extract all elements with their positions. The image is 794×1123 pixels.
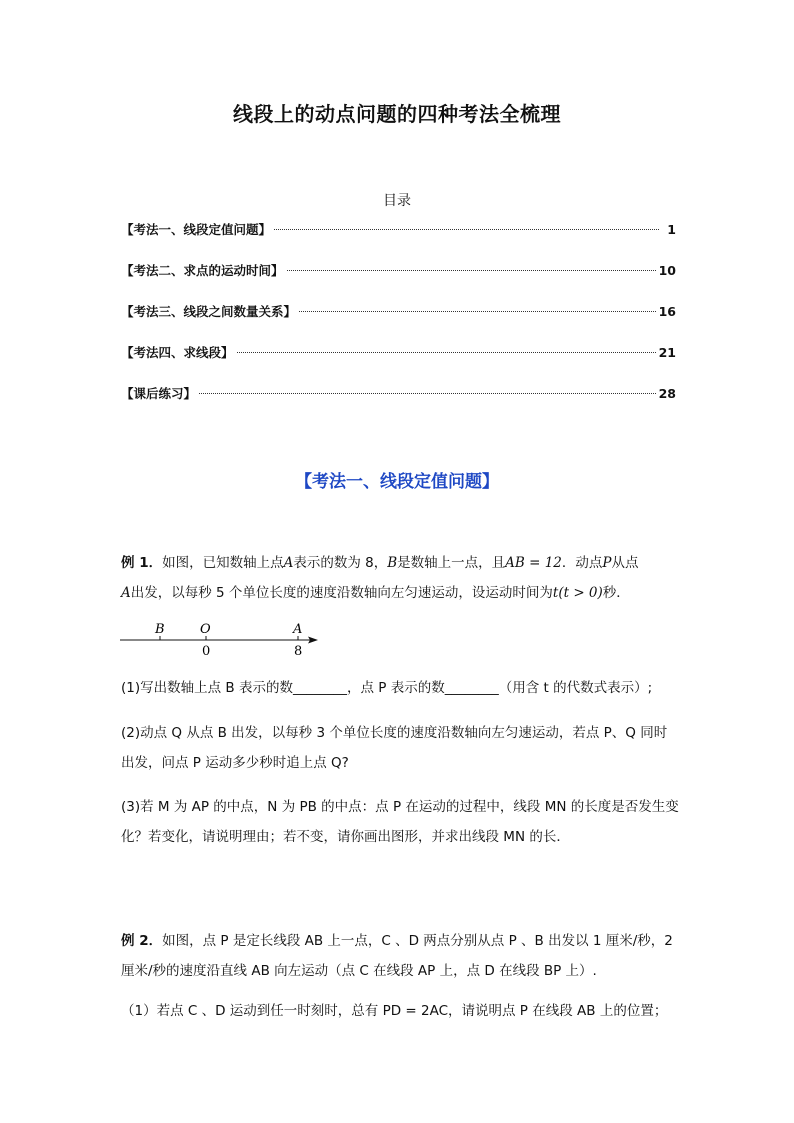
text-run: 出发，以每秒 5 个单位长度的速度沿数轴向左匀速运动，设运动时间为 [130, 585, 553, 601]
math-symbol: A [121, 585, 131, 601]
toc-dot-leader [287, 270, 656, 271]
toc-entry-label: 【考法二、求点的运动时间】 [121, 263, 284, 278]
toc-entry-method-1[interactable] [121, 220, 676, 261]
toc-page-number: 21 [658, 345, 676, 360]
example-1-statement [121, 548, 681, 608]
toc-entry-method-2[interactable] [121, 261, 676, 302]
example-label: 例 2． [121, 933, 163, 949]
point-label-O: O [200, 622, 211, 637]
toc-dot-leader [274, 229, 659, 230]
toc-entry-label: 【考法四、求线段】 [121, 345, 234, 360]
toc-page-number: 16 [658, 304, 676, 319]
toc-entry-method-4[interactable] [121, 343, 676, 384]
section-title: 【考法一、线段定值问题】 [295, 472, 499, 492]
toc-dot-leader [237, 352, 656, 353]
example-1-question-1: (1)写出数轴上点 B 表示的数________，点 P 表示的数________（用含 t 的代数式表示）; [121, 680, 653, 696]
toc-entry-label: 【考法一、线段定值问题】 [121, 222, 272, 237]
math-symbol: B [387, 555, 398, 571]
math-symbol: P [602, 555, 612, 571]
text-run: 从点 [611, 555, 639, 571]
example-2-question-1: （1）若点 C 、D 运动到任一时刻时，总有 PD = 2AC，请说明点 P 在线段 AB 上的位置； [121, 1003, 668, 1019]
point-label-A: A [293, 622, 303, 637]
document-title: 线段上的动点问题的四种考法全梳理 [233, 102, 561, 126]
text-run: 是数轴上一点，且 [397, 555, 506, 571]
math-expression: t(t > 0) [552, 585, 603, 601]
toc-page-number: 10 [658, 263, 676, 278]
toc-heading: 目录 [383, 193, 411, 209]
math-symbol: A [283, 555, 294, 571]
text-run: 表示的数为 8， [293, 555, 388, 571]
example-1-question-2 [121, 718, 681, 778]
tick-label-0: 0 [202, 644, 211, 659]
toc-entry-method-3[interactable] [121, 302, 676, 343]
example-label: 例 1． [121, 555, 163, 571]
table-of-contents [121, 220, 676, 425]
text-run: (2)动点 Q 从点 B 出发，以每秒 3 个单位长度的速度沿数轴向左匀速运动，若点 P、Q 同时 [121, 725, 668, 741]
point-label-B: B [155, 622, 165, 637]
toc-entry-exercises[interactable] [121, 384, 676, 425]
toc-entry-label: 【课后练习】 [121, 386, 197, 401]
tick-label-8: 8 [294, 644, 303, 659]
text-run: 如图，已知数轴上点 [162, 555, 284, 571]
toc-page-number: 28 [658, 386, 676, 401]
toc-page-number: 1 [667, 222, 676, 237]
text-run: 出发，问点 P 运动多少秒时追上点 Q? [121, 755, 349, 771]
math-expression: AB = 12 [505, 555, 562, 571]
text-run: (3)若 M 为 AP 的中点，N 为 PB 的中点：点 P 在运动的过程中，线段 MN 的长度是否发生变 [121, 799, 679, 815]
number-line-figure [118, 618, 328, 662]
toc-entry-label: 【考法三、线段之间数量关系】 [121, 304, 297, 319]
text-run: 厘米/秒的速度沿直线 AB 向左运动（点 C 在线段 AP 上，点 D 在线段 BP 上）. [121, 963, 597, 979]
toc-dot-leader [299, 311, 656, 312]
text-run: 如图，点 P 是定长线段 AB 上一点，C 、D 两点分别从点 P 、B 出发以 1 厘米/秒，2 [162, 933, 673, 949]
text-run: ．动点 [561, 555, 603, 571]
text-run: 秒． [602, 585, 630, 601]
example-2-statement [121, 926, 681, 986]
example-1-question-3 [121, 792, 681, 852]
toc-dot-leader [199, 393, 656, 394]
text-run: 化？若变化，请说明理由；若不变，请你画出图形，并求出线段 MN 的长． [121, 829, 570, 845]
